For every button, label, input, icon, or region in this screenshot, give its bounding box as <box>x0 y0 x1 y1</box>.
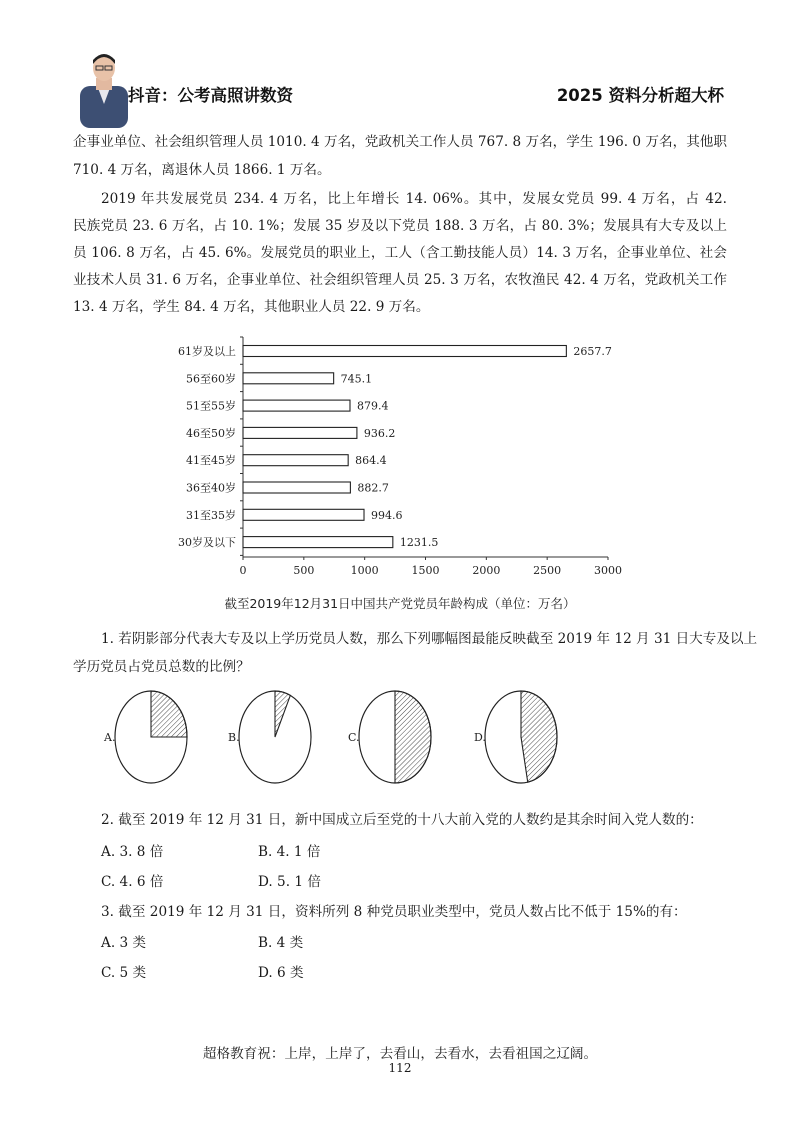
question-2-option-c[interactable]: C. 4. 6 倍 <box>101 874 164 890</box>
question-2-option-d[interactable]: D. 5. 1 倍 <box>258 874 321 890</box>
x-tick-label: 0 <box>239 564 247 577</box>
header-right-title: 2025 资料分析超大杯 <box>556 86 724 105</box>
value-label: 994.6 <box>371 508 403 522</box>
pie-options <box>0 685 800 790</box>
age-bar-chart <box>0 335 800 590</box>
pie-shaded-slice <box>395 691 431 783</box>
bar <box>243 346 566 357</box>
value-label: 864.4 <box>355 454 387 468</box>
x-tick-label: 2000 <box>472 564 501 577</box>
value-label: 1231.5 <box>399 536 439 550</box>
category-label: 51至55岁 <box>186 399 236 413</box>
chart-title: 截至2019年12月31日中国共产党党员年龄构成（单位：万名） <box>224 596 576 611</box>
pie-option-label: D. <box>474 731 486 744</box>
x-tick-label: 500 <box>293 564 315 577</box>
pie-shaded-slice <box>521 691 557 782</box>
x-tick-label: 3000 <box>594 564 622 577</box>
category-label: 36至40岁 <box>186 481 236 495</box>
question-1-stem: 1. 若阴影部分代表大专及以上学历党员人数，那么下列哪幅图最能反映截至 2019 年 12 月 31 日大专及以上 <box>101 631 758 647</box>
question-3-option-d[interactable]: D. 6 类 <box>258 965 304 981</box>
question-2-stem: 2. 截至 2019 年 12 月 31 日，新中国成立后至党的十八大前入党的人数约是其余时间入党人数的： <box>101 812 703 828</box>
category-label: 56至60岁 <box>186 372 236 386</box>
pie-option-a[interactable] <box>103 691 187 783</box>
category-label: 61岁及以上 <box>178 345 236 358</box>
bar <box>243 482 350 493</box>
pie-shaded-slice <box>151 691 187 737</box>
category-label: 46至50岁 <box>186 426 236 440</box>
value-label: 745.1 <box>340 372 373 386</box>
paragraph-line: 13. 4 万名，学生 84. 4 万名，其他职业人员 22. 9 万名。 <box>73 299 430 315</box>
paragraph-line: 业技术人员 31. 6 万名，企事业单位、社会组织管理人员 25. 3 万名，农牧渔民 42. 4 万名，党政机关工作 <box>73 272 727 288</box>
pie-option-d[interactable] <box>474 691 557 783</box>
question-3-option-a[interactable]: A. 3 类 <box>101 935 147 951</box>
question-3-stem: 3. 截至 2019 年 12 月 31 日，资料所列 8 种党员职业类型中，党员人数占比不低于 15%的有： <box>101 904 687 920</box>
value-label: 2657.7 <box>573 345 612 358</box>
category-label: 41至45岁 <box>186 454 236 468</box>
paragraph-line: 民族党员 23. 6 万名，占 10. 1%；发展 35 岁及以下党员 188. 3 万名，占 80. 3%；发展具有大专及以上 <box>73 218 727 234</box>
value-label: 879.4 <box>356 399 389 413</box>
x-tick-label: 1000 <box>350 564 379 577</box>
pie-option-c[interactable] <box>348 691 431 783</box>
pie-option-label: C. <box>348 731 360 744</box>
pie-option-b[interactable] <box>228 691 311 783</box>
question-3-option-b[interactable]: B. 4 类 <box>258 935 304 951</box>
category-label: 30岁及以下 <box>178 536 236 550</box>
x-tick-label: 2500 <box>533 564 562 577</box>
page-number: 112 <box>388 1061 412 1075</box>
bar <box>243 509 364 520</box>
header-left-title: 抖音：公考高照讲数资 <box>128 86 293 105</box>
author-avatar <box>76 48 132 128</box>
value-label: 936.2 <box>363 426 396 440</box>
paragraph-line: 员 106. 8 万名，占 45. 6%。发展党员的职业上，工人（含工勤技能人员）14. 3 万名，企事业单位、社会 <box>73 245 727 261</box>
pie-option-label: B. <box>228 731 240 744</box>
question-2-option-a[interactable]: A. 3. 8 倍 <box>101 844 164 860</box>
bar <box>243 537 393 548</box>
footer-slogan: 超格教育祝：上岸，上岸了，去看山，去看水，去看祖国之辽阔。 <box>202 1046 598 1062</box>
question-1-stem: 学历党员占党员总数的比例？ <box>73 659 250 675</box>
value-label: 882.7 <box>357 481 389 495</box>
x-tick-label: 1500 <box>411 564 440 577</box>
bar <box>243 373 334 384</box>
question-2-option-b[interactable]: B. 4. 1 倍 <box>258 844 321 860</box>
pie-option-label: A. <box>104 731 116 744</box>
bar <box>243 427 357 438</box>
paragraph-line: 企事业单位、社会组织管理人员 1010. 4 万名，党政机关工作人员 767. 8 万名，学生 196. 0 万名，其他职 <box>73 134 727 150</box>
category-label: 31至35岁 <box>186 508 236 522</box>
bar <box>243 455 348 466</box>
paragraph-line: 2019 年共发展党员 234. 4 万名，比上年增长 14. 06%。其中，发展女党员 99. 4 万名，占 42. <box>101 191 727 207</box>
question-3-option-c[interactable]: C. 5 类 <box>101 965 147 981</box>
bar <box>243 400 350 411</box>
paragraph-line: 710. 4 万名，离退休人员 1866. 1 万名。 <box>73 162 331 178</box>
